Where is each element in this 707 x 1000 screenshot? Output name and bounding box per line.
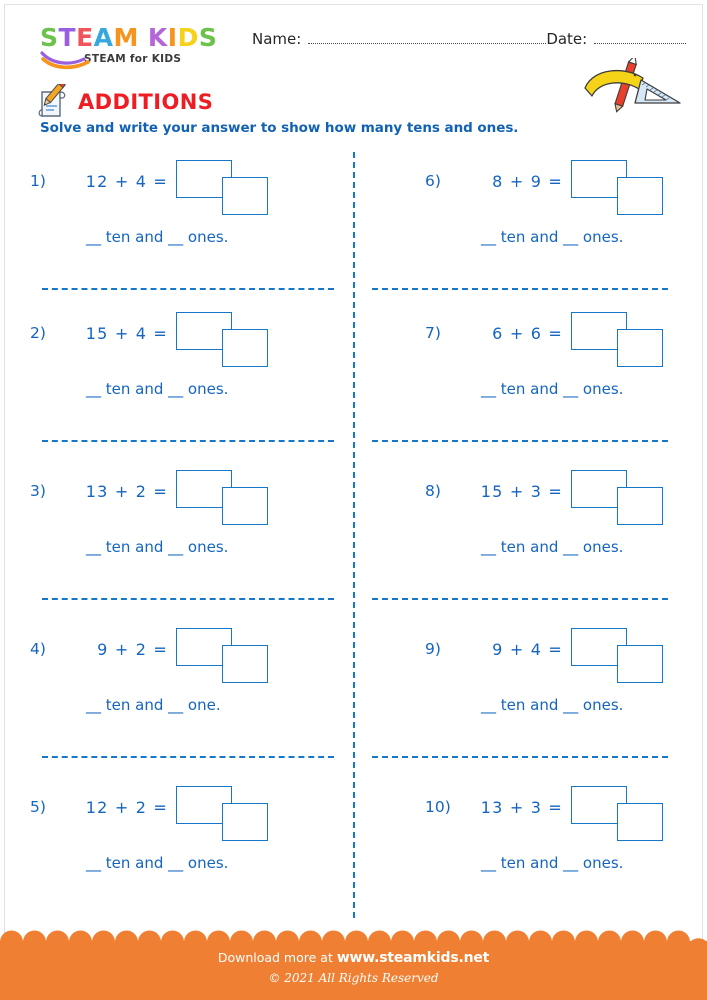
tens-ones-blank-line[interactable]: __ ten and __ ones. [481, 538, 624, 556]
logo-letter-m: M [113, 23, 139, 52]
steam-kids-logo [40, 24, 240, 74]
answer-box-pair [176, 160, 268, 216]
problem-expression: 6 + 6 = [492, 324, 563, 343]
tens-ones-blank-line[interactable]: __ ten and __ ones. [86, 380, 229, 398]
problem-number: 2) [30, 324, 46, 342]
problem-item [30, 460, 370, 608]
problem-expression: 8 + 9 = [492, 172, 563, 191]
footer-copyright: © 2021 All Rights Reserved [268, 971, 439, 985]
problem-item [425, 150, 707, 298]
logo-letter-i: I [167, 23, 178, 52]
name-input-line[interactable] [308, 31, 546, 44]
pencil-note-icon [36, 84, 70, 120]
problem-number: 8) [425, 482, 441, 500]
problem-number: 3) [30, 482, 46, 500]
name-label: Name: [252, 30, 302, 48]
ones-answer-box[interactable] [222, 177, 268, 215]
ones-answer-box[interactable] [617, 177, 663, 215]
logo-letter-e: E [76, 23, 94, 52]
tens-ones-blank-line[interactable]: __ ten and __ ones. [481, 854, 624, 872]
ones-answer-box[interactable] [617, 329, 663, 367]
problem-item [425, 460, 707, 608]
tens-ones-blank-line[interactable]: __ ten and __ ones. [481, 696, 624, 714]
tens-ones-blank-line[interactable]: __ ten and __ ones. [481, 228, 624, 246]
logo-letter-k: K [147, 23, 168, 52]
problem-expression: 12 + 4 = [85, 172, 168, 191]
problem-item [30, 776, 370, 924]
problem-item [30, 302, 370, 450]
ones-answer-box[interactable] [617, 803, 663, 841]
problem-number: 4) [30, 640, 46, 658]
tens-ones-blank-line[interactable]: __ ten and __ ones. [86, 538, 229, 556]
logo-swoosh-icon [40, 50, 92, 70]
problem-expression: 13 + 2 = [85, 482, 168, 501]
problem-expression: 9 + 2 = [97, 640, 168, 659]
problem-item [30, 618, 370, 766]
date-label: Date: [546, 30, 588, 48]
page-title: ADDITIONS [78, 90, 214, 114]
problem-expression: 12 + 2 = [85, 798, 168, 817]
footer-content [0, 941, 707, 1000]
logo-wordmark [40, 24, 240, 52]
worksheet-instructions: Solve and write your answer to show how many tens and ones. [40, 120, 519, 136]
ones-answer-box[interactable] [222, 645, 268, 683]
tens-ones-blank-line[interactable]: __ ten and __ ones. [86, 854, 229, 872]
ones-answer-box[interactable] [617, 645, 663, 683]
tens-ones-blank-line[interactable]: __ ten and __ ones. [481, 380, 624, 398]
problem-expression: 13 + 3 = [480, 798, 563, 817]
problem-expression: 9 + 4 = [492, 640, 563, 659]
logo-tagline: STEAM for KIDS [84, 53, 182, 65]
answer-box-pair [571, 160, 663, 216]
problem-number: 1) [30, 172, 46, 190]
date-input-line[interactable] [594, 31, 686, 44]
logo-letter-s1: S [40, 23, 59, 52]
name-date-row [252, 30, 682, 48]
logo-letter-a: A [93, 23, 114, 52]
problem-number: 10) [425, 798, 451, 816]
ones-answer-box[interactable] [222, 803, 268, 841]
answer-box-pair [571, 786, 663, 842]
problem-number: 5) [30, 798, 46, 816]
problem-item [425, 776, 707, 924]
footer-site-link[interactable]: www.steamkids.net [336, 950, 490, 966]
answer-box-pair [571, 312, 663, 368]
problem-item [425, 302, 707, 450]
problem-number: 7) [425, 324, 441, 342]
ones-answer-box[interactable] [617, 487, 663, 525]
problem-item [30, 150, 370, 298]
answer-box-pair [571, 470, 663, 526]
answer-box-pair [176, 786, 268, 842]
ones-answer-box[interactable] [222, 487, 268, 525]
answer-box-pair [571, 628, 663, 684]
problems-grid [0, 150, 707, 920]
answer-box-pair [176, 628, 268, 684]
page-footer [0, 928, 707, 1000]
problem-number: 6) [425, 172, 441, 190]
logo-letter-s2: S [198, 23, 218, 52]
worksheet-title-row [36, 84, 213, 120]
problem-item [425, 618, 707, 766]
problem-number: 9) [425, 640, 441, 658]
problem-expression: 15 + 3 = [480, 482, 563, 501]
tens-ones-blank-line[interactable]: __ ten and __ ones. [86, 228, 229, 246]
tens-ones-blank-line[interactable]: __ ten and __ one. [86, 696, 221, 714]
ruler-pencil-setsquare-icon [579, 58, 683, 116]
answer-box-pair [176, 470, 268, 526]
logo-letter-t: T [58, 23, 77, 52]
ones-answer-box[interactable] [222, 329, 268, 367]
footer-download-line [0, 950, 707, 966]
footer-download-prefix: Download more at [217, 950, 337, 965]
problem-expression: 15 + 4 = [85, 324, 168, 343]
answer-box-pair [176, 312, 268, 368]
logo-letter-d: D [177, 23, 199, 52]
